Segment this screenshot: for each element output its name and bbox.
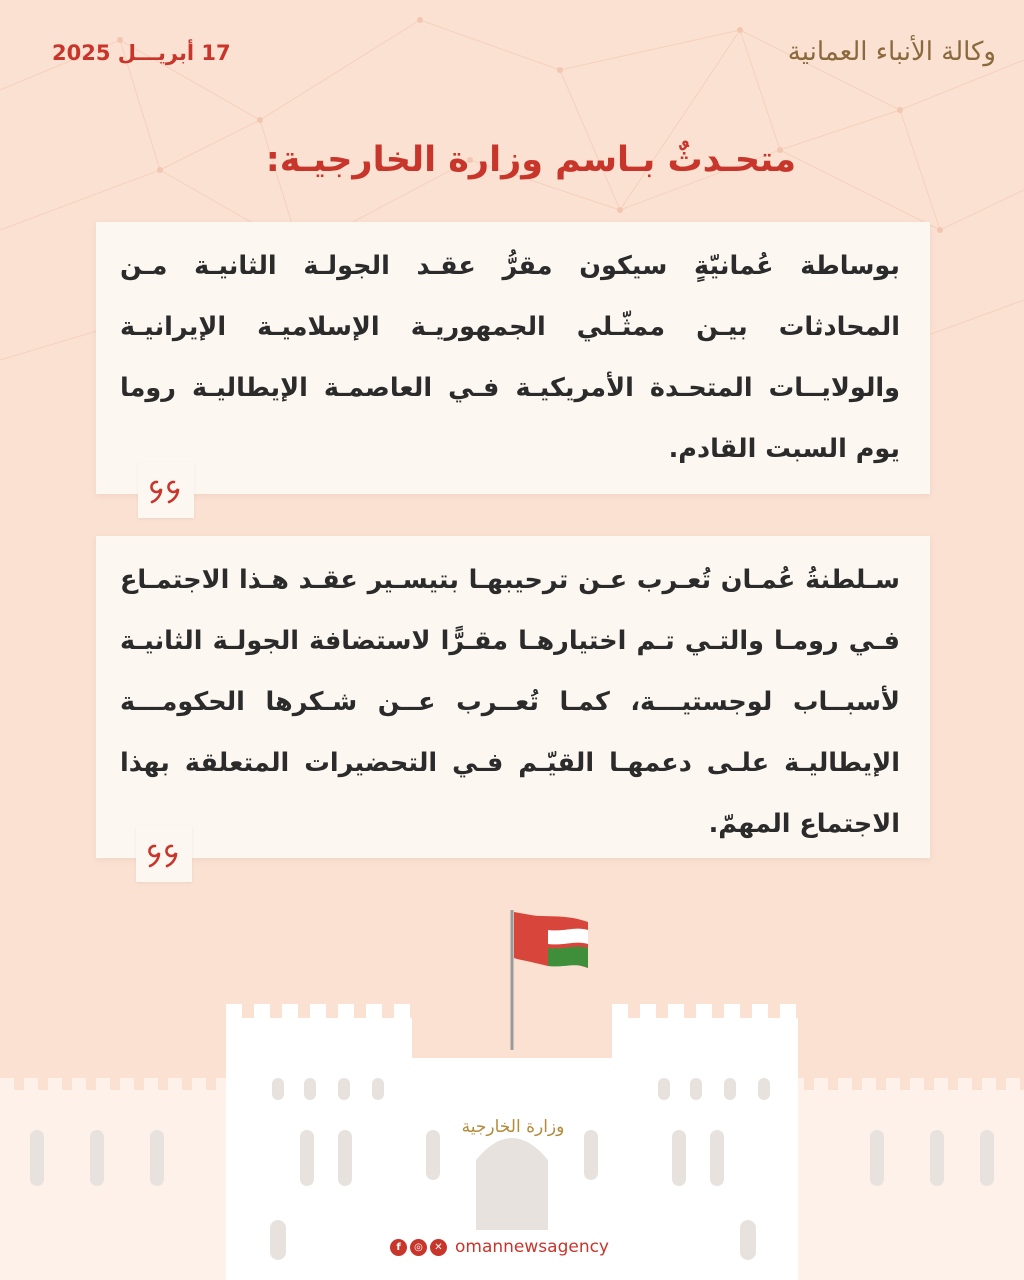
- quote-icon: [136, 826, 192, 882]
- facebook-icon[interactable]: f: [390, 1239, 407, 1256]
- x-icon[interactable]: ✕: [430, 1239, 447, 1256]
- statement-card-1: [96, 222, 930, 494]
- date-label: 17 أبريـــل 2025: [52, 41, 231, 65]
- oman-flag: [512, 910, 588, 1050]
- statement-text-1: بوساطة عُمانيّةٍ سيكون مقرُّ عقـد الجولـة الثانيـة مـن المحادثات بيـن ممثّـلي الجمهوريـة الإسلاميـة الإيرانيـة والولايــات المتحـدة الأمريكيـة فـي العاصمـة الإيطاليـة روما يوم السبت القادم.: [120, 251, 900, 464]
- statement-card-2: [96, 536, 930, 858]
- social-footer: [390, 1234, 640, 1260]
- agency-logo: وكالة الأنباء العمانية: [787, 37, 996, 67]
- social-handle[interactable]: omannewsagency: [455, 1237, 609, 1257]
- ministry-sign: وزارة الخارجية: [461, 1117, 565, 1137]
- quote-icon: [138, 462, 194, 518]
- statement-text-2: سـلطنةُ عُمـان تُعـرب عـن ترحيبهـا بتيسـير عقـد هـذا الاجتمـاع فـي رومـا والتـي تـم اختيارهـا مقـرًّا لاستضافة الجولـة الثانيـة لأسبــاب لوجستيـــة، كمـا تُعــرب عــن شـكرها الحكومـــة الإيطاليـة علـى دعمهـا القيّـم فـي التحضيرات المتعلقة بهذا الاجتماع المهمّ.: [120, 565, 900, 839]
- ministry-building-illustration: [0, 900, 1024, 1280]
- page-title: متحـدثٌ بـاسم وزارة الخارجيـة:: [265, 140, 796, 180]
- instagram-icon[interactable]: ◎: [410, 1239, 427, 1256]
